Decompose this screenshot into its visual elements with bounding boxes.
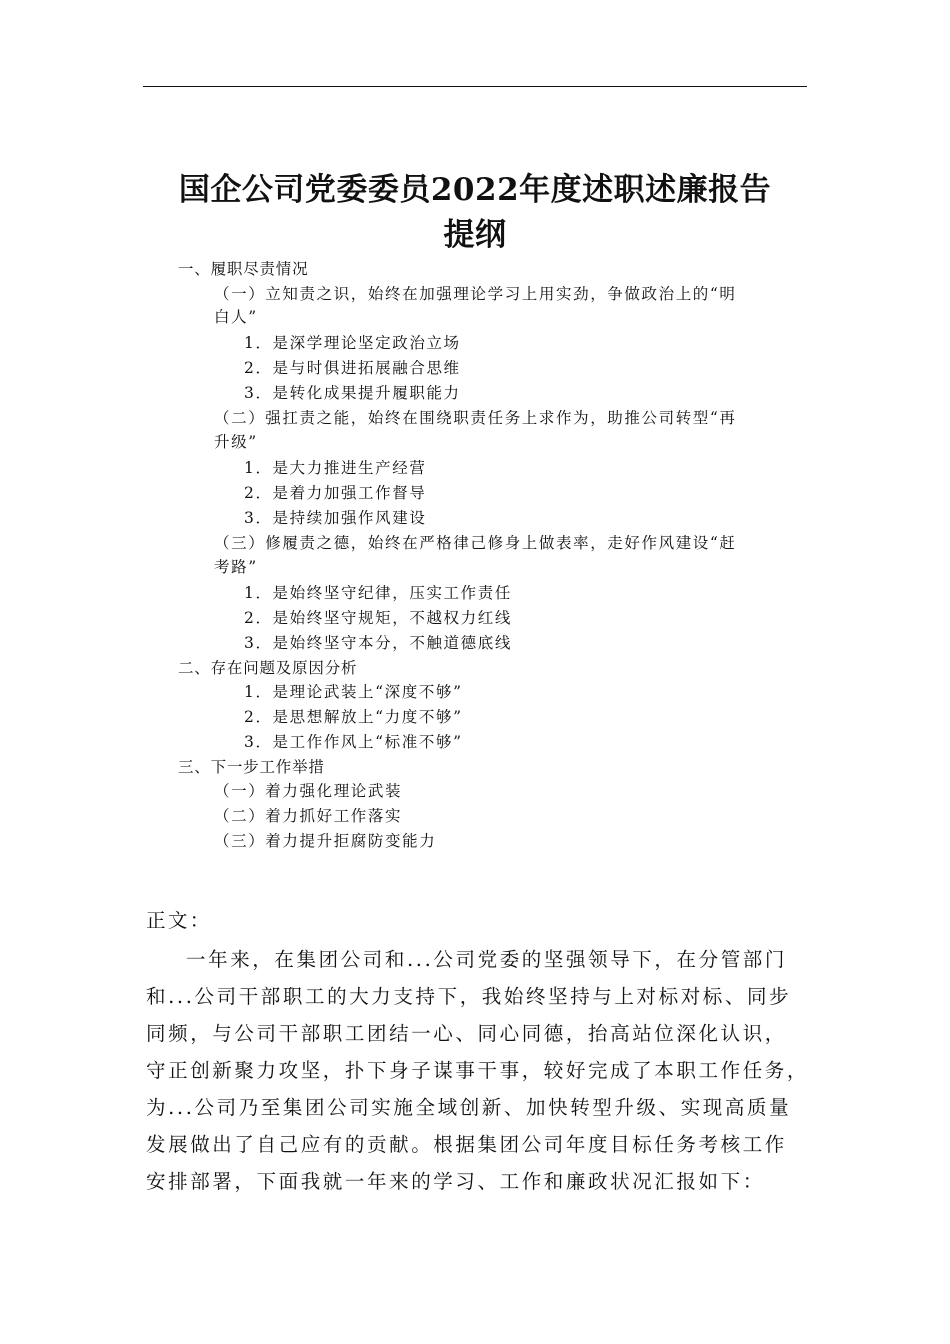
document-title-line-2: 提纲 [443, 217, 507, 253]
outline-item-3-1: （一）着力强化理论武装 [214, 782, 403, 800]
outline-sub-1-3-2: 2．是始终坚守规矩，不越权力红线 [244, 609, 512, 627]
outline-sub-2-1: 1．是理论武装上“深度不够” [244, 683, 463, 701]
body-line: 安排部署，下面我就一年来的学习、工作和廉政状况汇报如下： [146, 1170, 765, 1193]
outline-item-1-3: （三）修履责之德，始终在严格律己修身上做表率，走好作风建设“赶 [214, 534, 737, 552]
outline-item-1-1: （一）立知责之识，始终在加强理论学习上用实劲，争做政治上的“明 [214, 285, 737, 303]
outline-sub-1-1-1: 1．是深学理论坚定政治立场 [244, 334, 461, 352]
outline-section-2: 二、存在问题及原因分析 [178, 659, 358, 677]
outline-item-3-2: （二）着力抓好工作落实 [214, 807, 403, 825]
body-line: 为...公司乃至集团公司实施全域创新、加快转型升级、实现高质量 [146, 1096, 792, 1119]
outline-section-3: 三、下一步工作举措 [178, 758, 325, 776]
body-line: 守正创新聚力攻坚，扑下身子谋事干事，较好完成了本职工作任务， [146, 1059, 810, 1082]
outline-sub-1-1-2: 2．是与时俱进拓展融合思维 [244, 359, 461, 377]
body-label: 正文： [146, 909, 212, 932]
outline-item-1-3-cont: 考路” [214, 558, 258, 576]
outline-section-1: 一、履职尽责情况 [178, 260, 309, 278]
outline-sub-1-2-1: 1．是大力推进生产经营 [244, 459, 427, 477]
outline-sub-1-3-3: 3．是始终坚守本分，不触道德底线 [244, 634, 512, 652]
outline-item-1-2: （二）强扛责之能，始终在围绕职责任务上求作为，助推公司转型“再 [214, 409, 737, 427]
body-line: 发展做出了自己应有的贡献。根据集团公司年度目标任务考核工作 [146, 1133, 787, 1156]
outline-sub-2-2: 2．是思想解放上“力度不够” [244, 708, 463, 726]
outline-sub-1-2-3: 3．是持续加强作风建设 [244, 509, 427, 527]
outline-sub-1-1-3: 3．是转化成果提升履职能力 [244, 384, 461, 402]
body-line: 一年来，在集团公司和...公司党委的坚强领导下，在分管部门 [186, 948, 787, 971]
body-line: 和...公司干部职工的大力支持下，我始终坚持与上对标对标、同步 [146, 985, 792, 1008]
outline-sub-2-3: 3．是工作作风上“标准不够” [244, 733, 463, 751]
header-rule [143, 86, 807, 87]
document-title-line-1: 国企公司党委委员2022年度述职述廉报告 [178, 172, 772, 208]
outline-item-3-3: （三）着力提升拒腐防变能力 [214, 832, 437, 850]
outline-sub-1-3-1: 1．是始终坚守纪律，压实工作责任 [244, 584, 512, 602]
outline-item-1-2-cont: 升级” [214, 433, 258, 451]
outline-sub-1-2-2: 2．是着力加强工作督导 [244, 484, 427, 502]
body-line: 同频，与公司干部职工团结一心、同心同德，抬高站位深化认识， [146, 1022, 787, 1045]
outline-item-1-1-cont: 白人” [214, 308, 258, 326]
